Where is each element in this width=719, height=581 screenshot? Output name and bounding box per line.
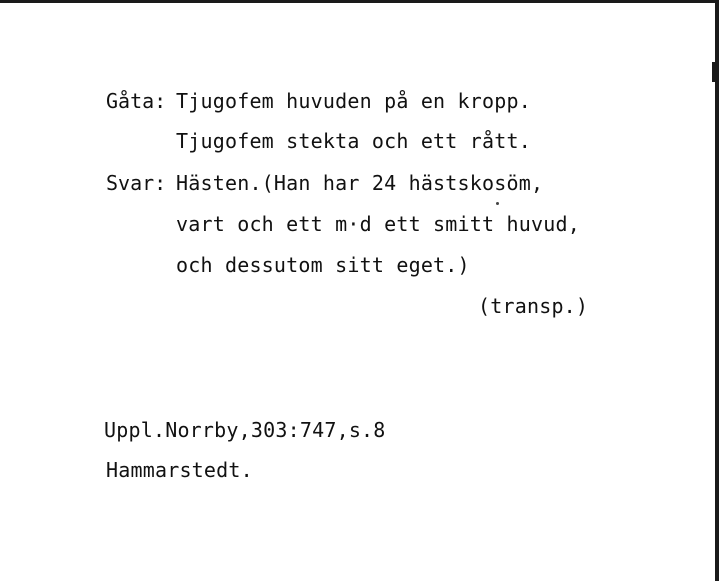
- card-edge-notch: [712, 62, 715, 82]
- card-top-edge: [0, 0, 719, 3]
- answer-line-3: och dessutom sitt eget.): [176, 253, 470, 277]
- riddle-label: Gåta:: [106, 89, 167, 113]
- transposition-note: (transp.): [478, 294, 589, 318]
- riddle-line-2: Tjugofem stekta och ett rått.: [176, 129, 531, 153]
- answer-line-2: vart och ett m·d ett smitt huvud,: [176, 212, 580, 236]
- source-reference: Uppl.Norrby,303:747,s.8: [104, 418, 386, 442]
- riddle-line-1: Tjugofem huvuden på en kropp.: [176, 89, 531, 113]
- ink-speck: [496, 202, 499, 205]
- answer-label: Svar:: [106, 171, 167, 195]
- card-right-edge: [715, 0, 719, 581]
- collector-name: Hammarstedt.: [106, 458, 253, 482]
- answer-line-1: Hästen.(Han har 24 hästskosöm,: [176, 171, 544, 195]
